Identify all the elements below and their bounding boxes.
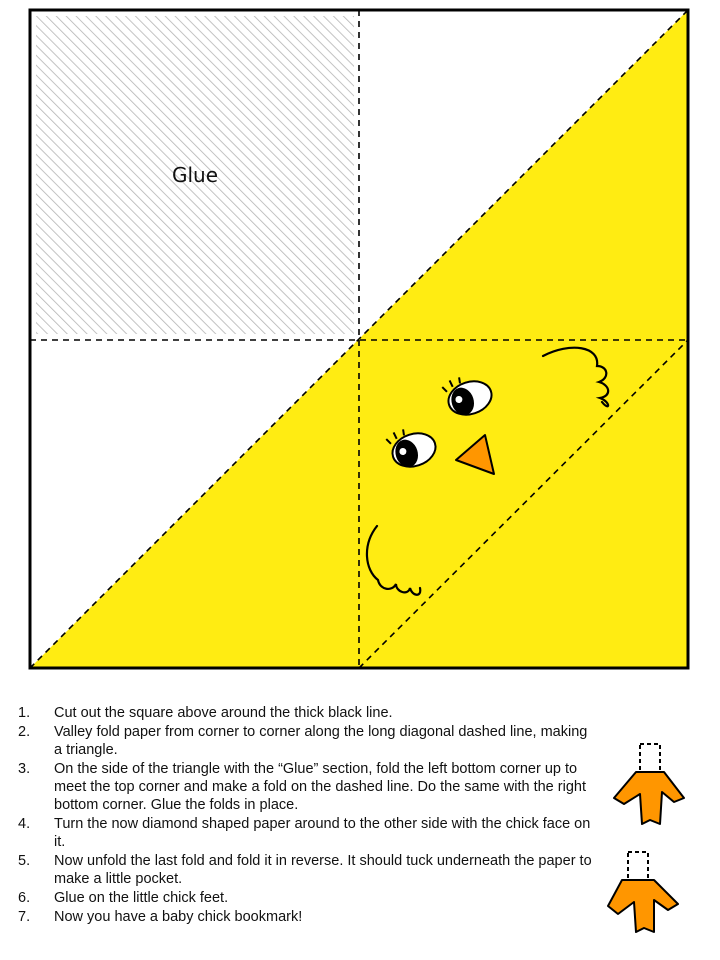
instruction-number: 5. <box>18 853 31 869</box>
instruction-number: 4. <box>18 816 31 832</box>
instruction-text: On the side of the triangle with the “Glue” section, fold the left bottom corner up to meet the top corner and make a fold on the dashed line. Do the same with the right bottom corner. Glue the folds in place. <box>54 761 586 813</box>
instruction-text: Cut out the square above around the thick black line. <box>54 705 393 721</box>
chick-foot-icon <box>604 848 688 940</box>
instruction-text: Turn the now diamond shaped paper around to the other side with the chick face on it. <box>54 816 591 850</box>
instruction-number: 1. <box>18 705 31 721</box>
instruction-item <box>18 852 598 888</box>
instructions-list <box>18 704 598 927</box>
instruction-text: Now unfold the last fold and fold it in reverse. It should tuck underneath the paper to make a little pocket. <box>54 853 592 887</box>
instruction-number: 6. <box>18 890 31 906</box>
instruction-text: Glue on the little chick feet. <box>54 890 229 906</box>
instruction-number: 3. <box>18 761 31 777</box>
instruction-text: Now you have a baby chick bookmark! <box>54 909 303 925</box>
instruction-item <box>18 908 598 926</box>
instruction-number: 2. <box>18 724 31 740</box>
instruction-text: Valley fold paper from corner to corner along the long diagonal dashed line, making a triangle. <box>54 724 588 758</box>
instruction-item <box>18 760 598 814</box>
instruction-number: 7. <box>18 909 31 925</box>
instruction-item <box>18 889 598 907</box>
chick-foot-icon <box>608 740 692 832</box>
instruction-item <box>18 704 598 722</box>
instruction-item <box>18 723 598 759</box>
glue-label: Glue <box>171 163 219 187</box>
instruction-item <box>18 815 598 851</box>
